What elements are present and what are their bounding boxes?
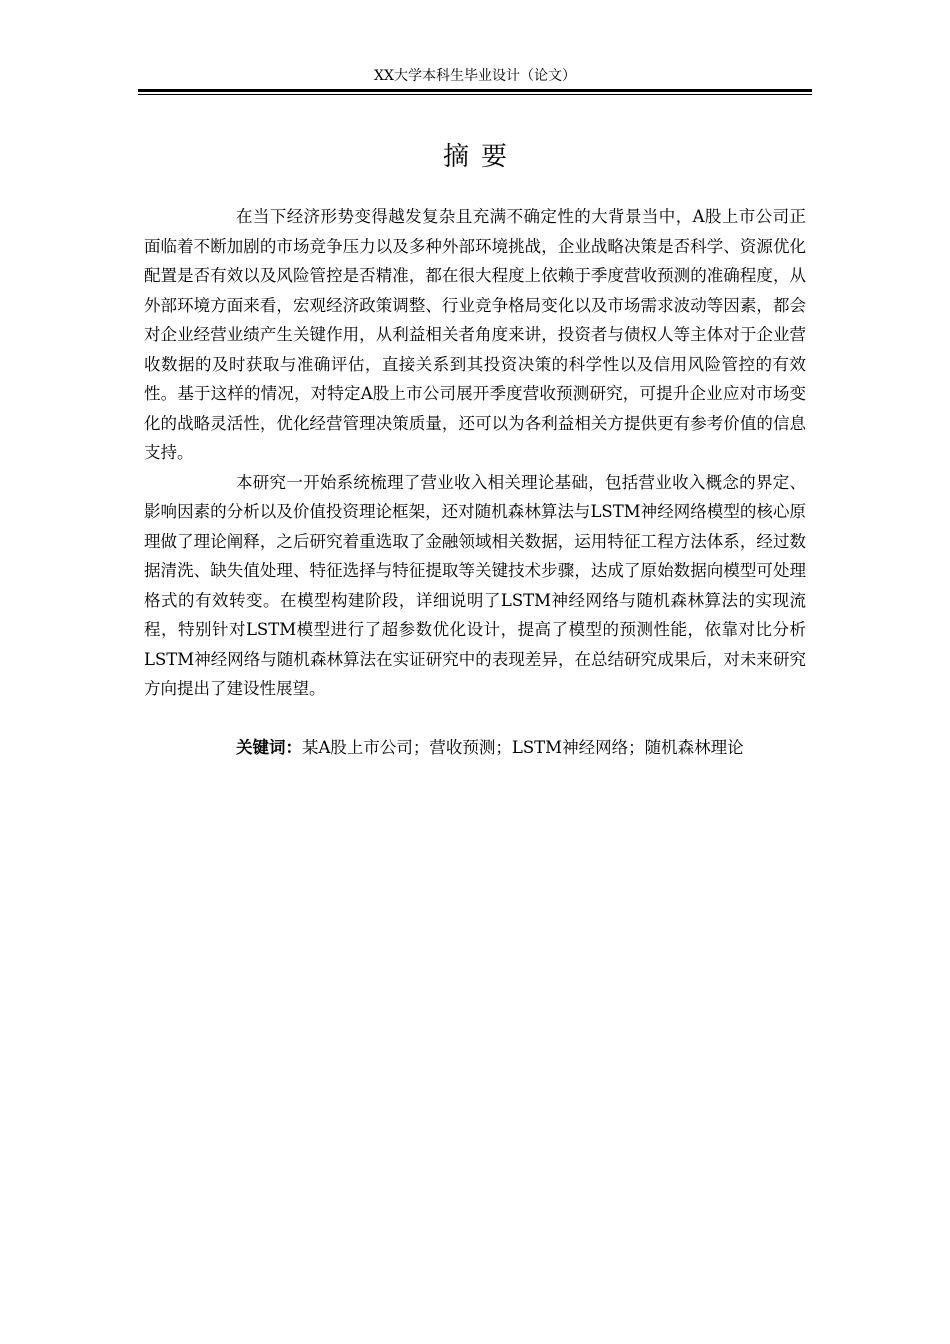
running-header: XX大学本科生毕业设计（论文） [374, 68, 576, 84]
abstract-title: 摘要 [442, 142, 519, 172]
keywords-label: 关键词： [236, 737, 302, 757]
header-rule-thick [138, 89, 812, 92]
keywords-text: 某A股上市公司；营收预测；LSTM神经网络；随机森林理论 [302, 737, 744, 757]
abstract-body [144, 202, 806, 762]
keywords-line [144, 733, 806, 763]
header-rule-thin [138, 94, 812, 95]
abstract-paragraph-2: 本研究一开始系统梳理了营业收入相关理论基础，包括营业收入概念的界定、影响因素的分析以及价值投资理论框架，还对随机森林算法与LSTM神经网络模型的核心原理做了理论阐释，之后研究着重选取了金融领域相关数据，运用特征工程方法体系，经过数据清洗、缺失值处理、特征选择与特征提取等关键技术步骤，达成了原始数据向模型可处理格式的有效转变。在模型构建阶段，详细说明了LSTM神经网络与随机森林算法的实现流程，特别针对LSTM模型进行了超参数优化设计，提高了模型的预测性能，依靠对比分析LSTM神经网络与随机森林算法在实证研究中的表现差异，在总结研究成果后，对未来研究方向提出了建设性展望。 [144, 472, 806, 698]
abstract-paragraph-1: 在当下经济形势变得越发复杂且充满不确定性的大背景当中，A股上市公司正面临着不断加剧的市场竞争压力以及多种外部环境挑战，企业战略决策是否科学、资源优化配置是否有效以及风险管控是否精准，都在很大程度上依赖于季度营收预测的准确程度，从外部环境方面来看，宏观经济政策调整、行业竞争格局变化以及市场需求波动等因素，都会对企业经营业绩产生关键作用，从利益相关者角度来讲，投资者与债权人等主体对于企业营收数据的及时获取与准确评估，直接关系到其投资决策的科学性以及信用风险管控的有效性。基于这样的情况，对特定A股上市公司展开季度营收预测研究，可提升企业应对市场变化的战略灵活性，优化经营管理决策质量，还可以为各利益相关方提供更有参考价值的信息支持。 [144, 207, 806, 462]
